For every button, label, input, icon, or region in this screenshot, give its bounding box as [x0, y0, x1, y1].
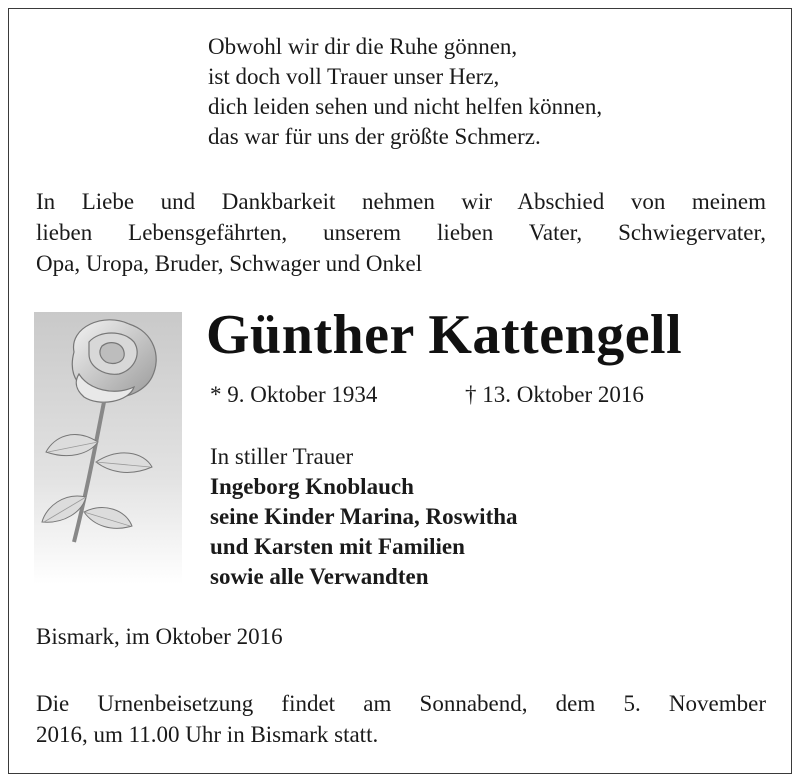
intro-text [36, 186, 766, 279]
intro-line: lieben Lebensgefährten, unserem lieben Vater, Schwiegervater, [36, 220, 766, 245]
place-date: Bismark, im Oktober 2016 [36, 624, 283, 649]
poem-line: das war für uns der größte Schmerz. [208, 124, 541, 149]
mourner-line: und Karsten mit Familien [210, 534, 465, 559]
mourner-line: sowie alle Verwandten [210, 564, 429, 589]
mourner-line: seine Kinder Marina, Roswitha [210, 504, 518, 529]
rose-icon [34, 312, 182, 584]
mourning-heading: In stiller Trauer [210, 444, 354, 469]
notice-line: Die Urnenbeisetzung findet am Sonnabend, dem 5. November [36, 691, 766, 716]
birth-date: * 9. Oktober 1934 [210, 382, 378, 407]
burial-notice [36, 688, 766, 750]
intro-line: In Liebe und Dankbarkeit nehmen wir Abschied von meinem [36, 189, 766, 214]
poem-line: Obwohl wir dir die Ruhe gönnen, [208, 34, 518, 59]
mourner-line: Ingeborg Knoblauch [210, 474, 414, 499]
deceased-name: Günther Kattengell [206, 304, 683, 366]
intro-line: Opa, Uropa, Bruder, Schwager und Onkel [36, 251, 423, 276]
notice-line: 2016, um 11.00 Uhr in Bismark statt. [36, 722, 379, 747]
mourners-block [210, 442, 518, 592]
poem-line: ist doch voll Trauer unser Herz, [208, 64, 500, 89]
death-date: † 13. Oktober 2016 [465, 382, 644, 407]
poem-line: dich leiden sehen und nicht helfen können, [208, 94, 603, 119]
poem [208, 32, 602, 152]
